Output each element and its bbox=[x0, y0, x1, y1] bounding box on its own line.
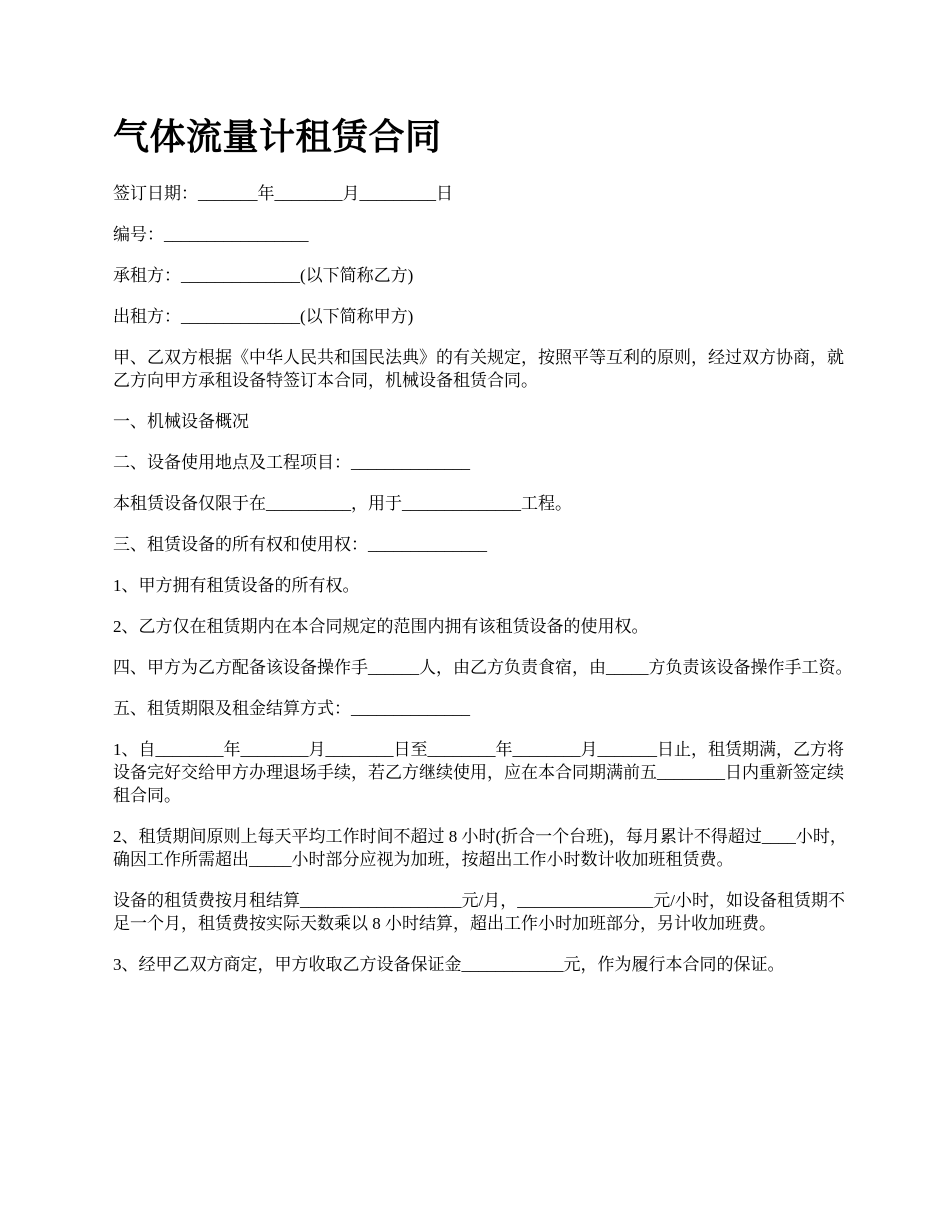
document-title: 气体流量计租赁合同 bbox=[113, 117, 442, 157]
working-hours-clause: 2、租赁期间原则上每天平均工作时间不超过 8 小时(折合一个台班)，每月累计不得超过____小时，确因工作所需超出_____小时部分应视为加班，按超出工作小时数计收加班租赁费。 bbox=[113, 827, 847, 869]
contract-number-line: 编号：_________________ bbox=[113, 225, 309, 244]
rent-settlement-paragraph: 设备的租赁费按月租结算___________________元/月，________________元/小时，如设备租赁期不足一个月，租赁费按实际天数乘以 8 小时结算，超出工作小时加班部分，另计收加班费。 bbox=[113, 891, 845, 933]
section-5-heading: 五、租赁期限及租金结算方式：______________ bbox=[113, 699, 470, 718]
lessor-line: 出租方：______________(以下简称甲方) bbox=[113, 307, 414, 326]
usage-right-clause: 2、乙方仅在租赁期内在本合同规定的范围内拥有该租赁设备的使用权。 bbox=[113, 617, 649, 636]
section-2-heading: 二、设备使用地点及工程项目：______________ bbox=[113, 453, 470, 472]
ownership-clause: 1、甲方拥有租赁设备的所有权。 bbox=[113, 576, 360, 595]
usage-scope-paragraph: 本租赁设备仅限于在__________，用于______________工程。 bbox=[113, 494, 572, 513]
signing-date-line: 签订日期：_______年________月_________日 bbox=[113, 184, 453, 203]
lease-term-clause: 1、自________年________月________日至________年________月_______日止，租赁期满，乙方将设备完好交给甲方办理退场手续，若乙方继续使用，应在本合同期满前五________日内重新签定续租合同。 bbox=[113, 740, 844, 805]
section-3-heading: 三、租赁设备的所有权和使用权：______________ bbox=[113, 535, 487, 554]
section-1-heading: 一、机械设备概况 bbox=[113, 412, 249, 431]
preamble-paragraph: 甲、乙双方根据《中华人民共和国民法典》的有关规定，按照平等互利的原则，经过双方协商，就乙方向甲方承租设备特签订本合同，机械设备租赁合同。 bbox=[113, 348, 844, 390]
deposit-clause: 3、经甲乙双方商定，甲方收取乙方设备保证金____________元，作为履行本合同的保证。 bbox=[113, 955, 785, 974]
document-page bbox=[113, 110, 858, 994]
lessee-line: 承租方：______________(以下简称乙方) bbox=[113, 266, 414, 285]
section-4-paragraph: 四、甲方为乙方配备该设备操作手______人，由乙方负责食宿，由_____方负责该设备操作手工资。 bbox=[113, 658, 853, 677]
